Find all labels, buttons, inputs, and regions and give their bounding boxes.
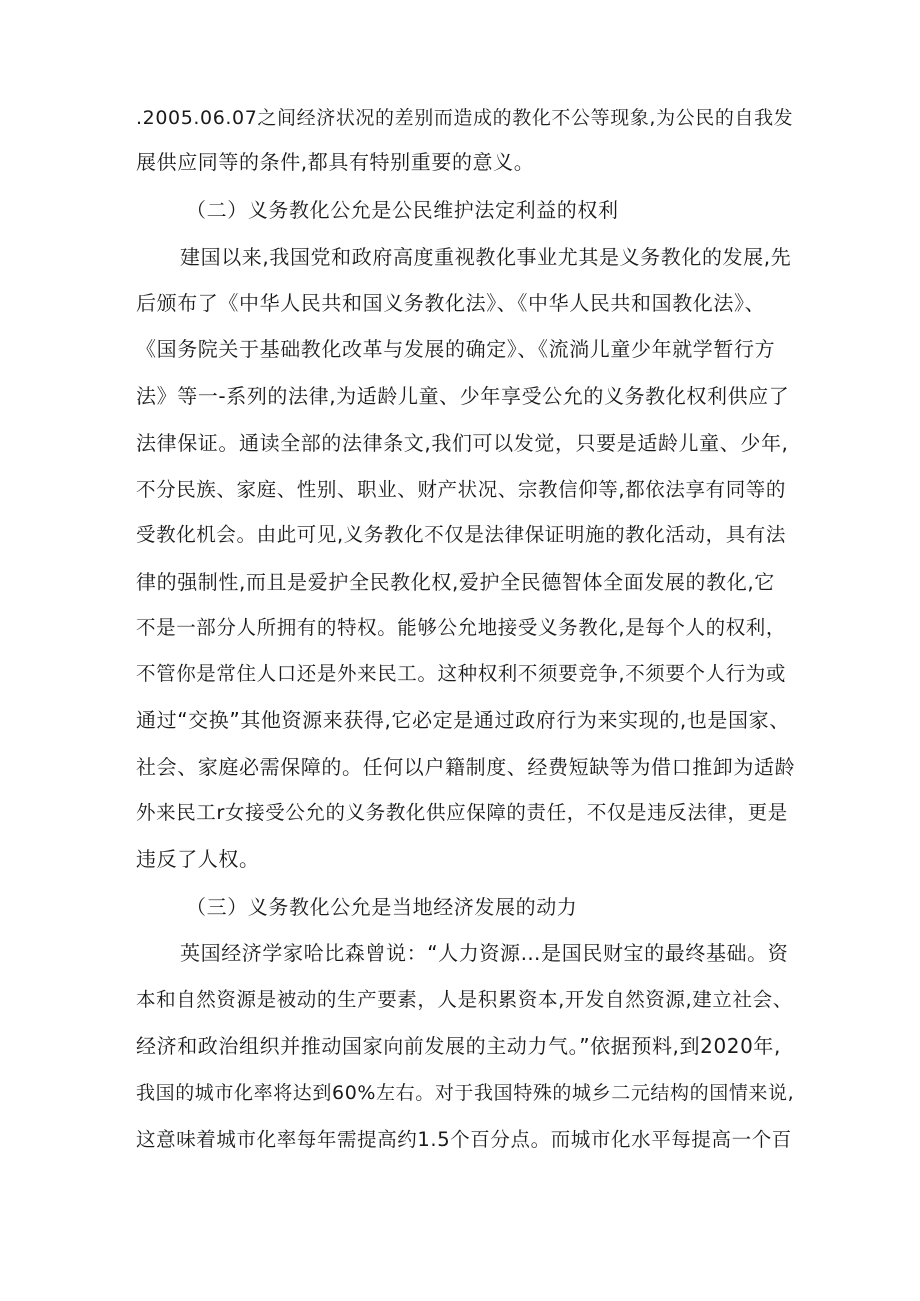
- text-line: 社会、家庭必需保障的。任何以户籍制度、经费短缺等为借口推卸为适龄: [136, 755, 796, 779]
- text-line: 展供应同等的条件,都具有特别重要的意义。: [136, 150, 535, 174]
- text-line: 《国务院关于基础教化改革与发展的确定》、《流淌儿童少年就学暂行方: [136, 337, 776, 361]
- text-line: 违反了人权。: [136, 847, 260, 871]
- section-heading-2: （二）义务教化公允是公民维护法定利益的权利: [186, 198, 619, 222]
- text-line: 法律保证。通读全部的法律条文,我们可以发觉，只要是适龄儿童、少年,: [136, 431, 789, 455]
- text-line: 不管你是常住人口还是外来民工。这种权利不须要竞争,不须要个人行为或: [136, 662, 786, 685]
- text-line: 不分民族、家庭、性别、职业、财产状况、宗教信仰等,都依法享有同等的: [136, 478, 786, 501]
- text-line: 英国经济学家哈比森曾说：“人力资源…是国民财宝的最终基础。资: [180, 941, 789, 965]
- text-line: 这意味着城市化率每年需提高约1.5个百分点。而城市化水平每提高一个百: [136, 1128, 792, 1151]
- text-line: .2005.06.07之间经济状况的差别而造成的教化不公等现象,为公民的自我发: [136, 107, 794, 129]
- text-line: 外来民工r女接受公允的义务教化供应保障的责任，不仅是违反法律，更是: [136, 801, 788, 824]
- text-line: 受教化机会。由此可见,义务教化不仅是法律保证明施的教化活动，具有法: [136, 523, 786, 546]
- text-line: 经济和政治组织并推动国家向前发展的主动力气。”依据预料,到2020年,: [136, 1034, 781, 1058]
- text-line: 通过“交换”其他资源来获得,它必定是通过政府行为来实现的,也是国家、: [136, 708, 790, 732]
- text-line: 后颁布了《中华人民共和国义务教化法》、《中华人民共和国教化法》、: [136, 291, 766, 315]
- text-line: 法》等一-系列的法律,为适龄儿童、少年享受公允的义务教化权利供应了: [136, 384, 790, 408]
- text-line: 不是一部分人所拥有的特权。能够公允地接受义务教化,是每个人的权利，: [136, 616, 786, 639]
- text-line: 律的强制性,而且是爱护全民教化权,爱护全民德智体全面发展的教化,它: [136, 570, 775, 594]
- text-line: 建国以来,我国党和政府高度重视教化事业尤其是义务教化的发展,先: [180, 245, 792, 269]
- text-line: 我国的城市化率将达到60%左右。对于我国特殊的城乡二元结构的国情来说,: [136, 1082, 795, 1104]
- section-heading-3: （三）义务教化公允是当地经济发展的动力: [186, 895, 578, 919]
- text-line: 本和自然资源是被动的生产要素，人是积累资本,开发自然资源,建立社会、: [136, 988, 793, 1011]
